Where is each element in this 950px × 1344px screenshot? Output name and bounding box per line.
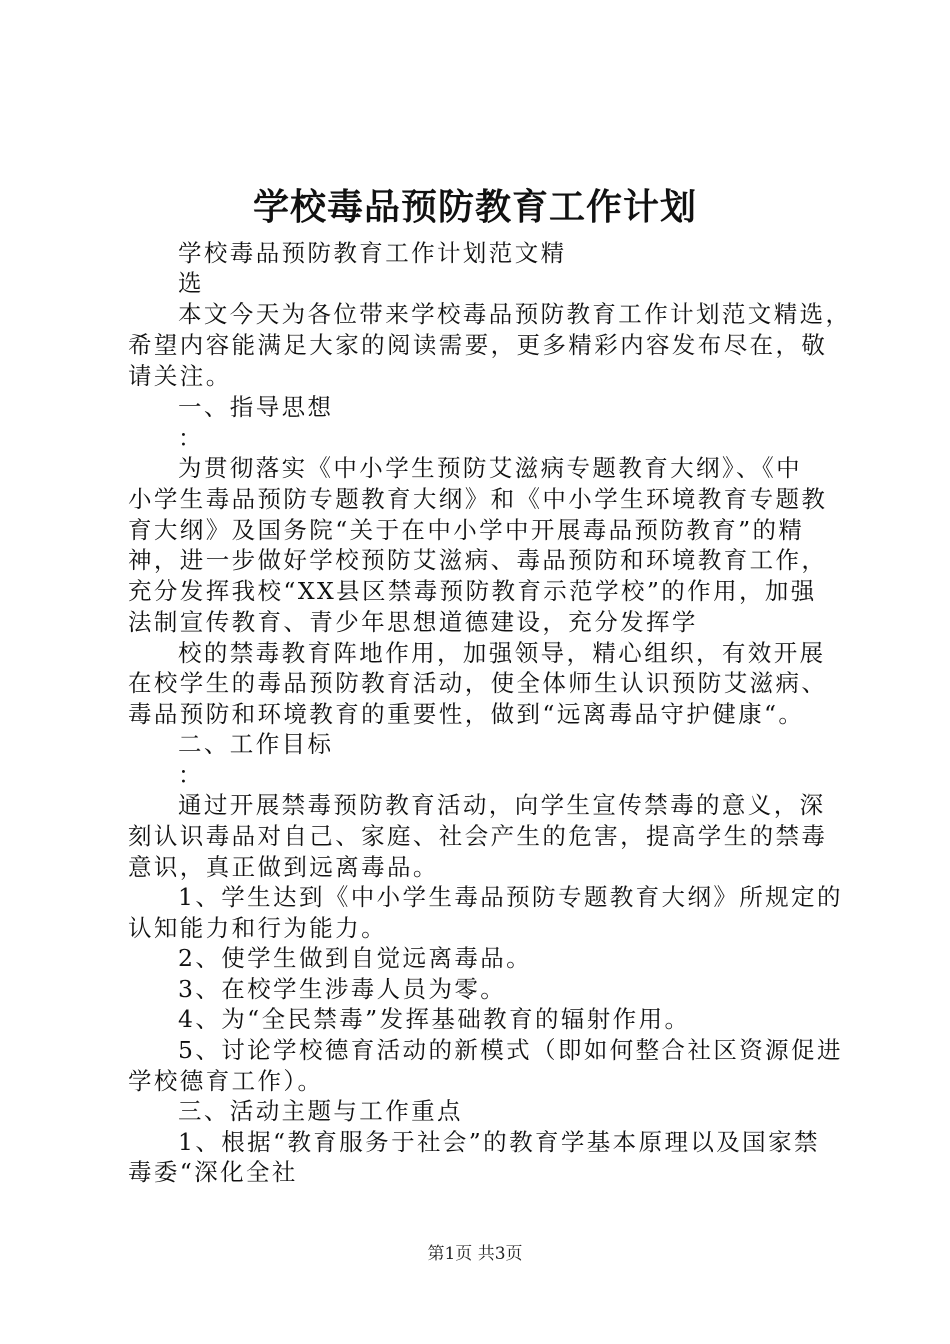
focus-item-1-line-1: 1、根据“教育服务于社会”的教育学基本原理以及国家禁 xyxy=(178,1128,820,1156)
goal-line-2: 刻认识毒品对自己、家庭、社会产生的危害，提高学生的禁毒 xyxy=(128,822,828,850)
guiding-line-7: 校的禁毒教育阵地作用，加强领导，精心组织，有效开展 xyxy=(178,639,826,667)
guiding-line-5: 充分发挥我校“XX县区禁毒预防教育示范学校”的作用，加强 xyxy=(128,577,817,605)
document-title: 学校毒品预防教育工作计划 xyxy=(252,187,697,228)
intro-line-2: 希望内容能满足大家的阅读需要，更多精彩内容发布尽在，敬 xyxy=(128,331,828,359)
section-heading-3: 三、活动主题与工作重点 xyxy=(178,1097,463,1125)
focus-item-1-line-2: 毒委“深化全社 xyxy=(128,1158,298,1186)
guiding-line-2: 小学生毒品预防专题教育大纲》和《中小学生环境教育专题教 xyxy=(128,485,828,513)
guiding-line-9: 毒品预防和环境教育的重要性，做到“远离毒品守护健康“。 xyxy=(128,700,805,728)
guiding-line-6: 法制宣传教育、青少年思想道德建设，充分发挥学 xyxy=(128,608,698,636)
subtitle-line-2: 选 xyxy=(178,269,204,297)
goal-item-3: 3、在校学生涉毒人员为零。 xyxy=(178,975,507,1003)
goal-line-1: 通过开展禁毒预防教育活动，向学生宣传禁毒的意义，深 xyxy=(178,791,826,819)
section-heading-2: 二、工作目标 xyxy=(178,730,334,758)
goal-item-1-line-2: 认知能力和行为能力。 xyxy=(128,914,387,942)
guiding-line-4: 神，进一步做好学校预防艾滋病、毒品预防和环境教育工作， xyxy=(128,546,828,574)
intro-line-3: 请关注。 xyxy=(128,362,232,390)
intro-line-1: 本文今天为各位带来学校毒品预防教育工作计划范文精选， xyxy=(178,300,852,328)
guiding-line-1: 为贯彻落实《中小学生预防艾滋病专题教育大纲》、《中 xyxy=(178,454,802,482)
subtitle-line-1: 学校毒品预防教育工作计划范文精 xyxy=(178,239,567,267)
guiding-line-8: 在校学生的毒品预防教育活动，使全体师生认识预防艾滋病、 xyxy=(128,669,828,697)
section-colon-2: ： xyxy=(178,761,204,789)
goal-item-2: 2、使学生做到自觉远离毒品。 xyxy=(178,944,533,972)
goal-item-1-line-1: 1、学生达到《中小学生毒品预防专题教育大纲》所规定的 xyxy=(178,883,843,911)
goal-line-3: 意识，真正做到远离毒品。 xyxy=(128,853,439,881)
goal-item-5-line-1: 5、讨论学校德育活动的新模式（即如何整合社区资源促进 xyxy=(178,1036,843,1064)
goal-item-4: 4、为“全民禁毒”发挥基础教育的辐射作用。 xyxy=(178,1005,691,1033)
section-heading-1: 一、指导思想 xyxy=(178,393,334,421)
page-footer: 第1页 共3页 xyxy=(427,1244,523,1264)
guiding-line-3: 育大纲》及国务院“关于在中小学中开展毒品预防教育”的精 xyxy=(128,516,805,544)
section-colon-1: ： xyxy=(178,424,204,452)
goal-item-5-line-2: 学校德育工作）。 xyxy=(128,1067,324,1095)
